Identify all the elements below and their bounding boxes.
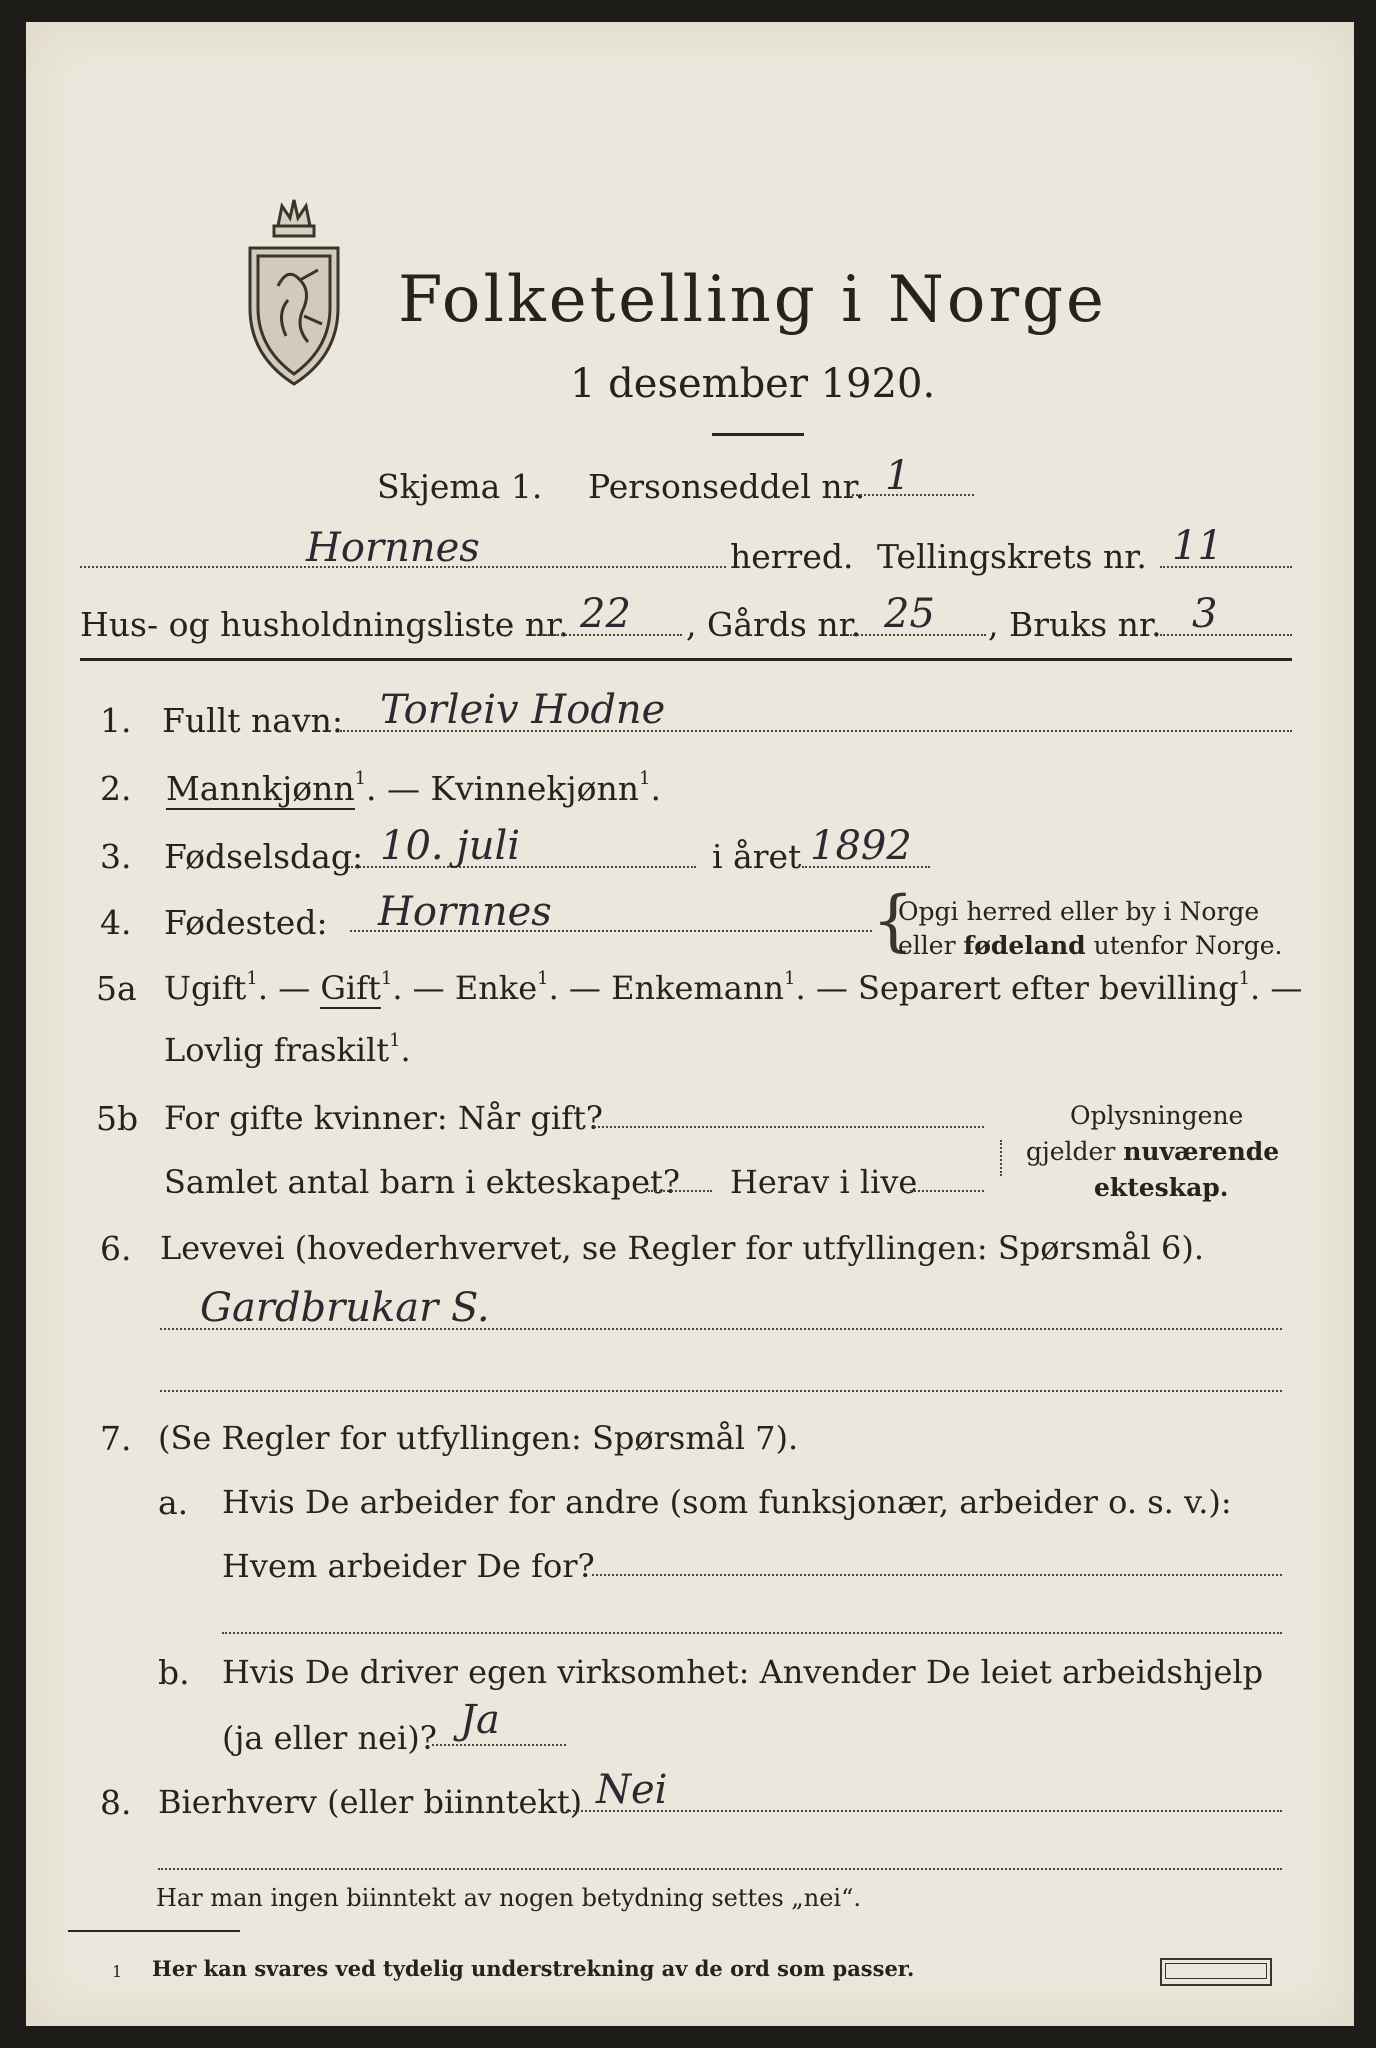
tellingskrets-value[interactable]: 11	[1172, 523, 1223, 569]
tellingskrets-label: Tellingskrets nr.	[877, 537, 1147, 576]
bruks-line	[1160, 634, 1292, 636]
q4-number: 4.	[100, 903, 132, 942]
q5a-option-enkemann[interactable]: Enkemann	[611, 969, 785, 1007]
q5a-options: Ugift$^1$. — Gift$^1$. — Enke$^1$. — Enkemann$^1$. — Separert efter bevilling$^1$. —	[164, 968, 1303, 1007]
q8-label: Bierhverv (eller biinntekt)	[158, 1783, 583, 1821]
personseddel-line	[848, 494, 974, 496]
q5a-option-separert[interactable]: Separert efter bevilling	[858, 969, 1239, 1007]
hus-label: Hus- og husholdningsliste nr.	[80, 605, 569, 644]
q5b-married-label: For gifte kvinner: Når gift?	[164, 1099, 603, 1137]
printer-stamp-icon	[1160, 1958, 1272, 1986]
q5b-married-line	[594, 1126, 984, 1128]
gards-label: , Gårds nr.	[686, 605, 862, 644]
q7a-text: Hvis De arbeider for andre (som funksjonær, arbeider o. s. v.):	[222, 1483, 1232, 1521]
q5a-option-enke[interactable]: Enke	[454, 969, 538, 1007]
q5a-option-ugift[interactable]: Ugift	[164, 969, 247, 1007]
title-divider	[712, 433, 804, 436]
form-title: Folketelling i Norge	[398, 263, 1107, 337]
q6-line2	[160, 1390, 1282, 1392]
herred-value[interactable]: Hornnes	[306, 525, 480, 571]
q7-number: 7.	[100, 1419, 132, 1458]
schema-label: Skjema 1.	[377, 467, 543, 506]
q7b-text: Hvis De driver egen virksomhet: Anvender De leiet arbeidshjelp	[222, 1653, 1264, 1691]
q3-year-label: i året	[712, 837, 802, 876]
footer-note: Har man ingen biinntekt av nogen betydning settes „nei“.	[156, 1884, 861, 1912]
q5a-number: 5a	[96, 969, 137, 1008]
q5b-children-line	[648, 1190, 712, 1192]
header-divider	[80, 658, 1292, 661]
q6-occupation-value[interactable]: Gardbrukar S.	[200, 1285, 490, 1331]
q7b-question: (ja eller nei)?	[222, 1719, 437, 1757]
q5b-note-bar	[1000, 1140, 1002, 1176]
footnote-divider	[68, 1930, 240, 1932]
q5b-number: 5b	[96, 1099, 139, 1138]
footnote-text: Her kan svares ved tydelig understrekning av de ord som passer.	[152, 1956, 915, 1981]
q3-label: Fødselsdag:	[164, 837, 364, 876]
q1-number: 1.	[100, 701, 132, 740]
q5b-alive-label: Herav i live	[730, 1163, 918, 1201]
coat-of-arms-icon	[238, 196, 350, 392]
q7a-question: Hvem arbeider De for?	[222, 1547, 595, 1585]
q8-secondary-income-value[interactable]: Nei	[596, 1767, 668, 1813]
q2-option-male[interactable]: Mannkjønn	[166, 769, 355, 808]
q7a-letter: a.	[158, 1483, 189, 1522]
bruks-label: , Bruks nr.	[988, 605, 1162, 644]
q7a-line2	[222, 1632, 1282, 1634]
q5b-note-line3: ekteskap.	[1094, 1173, 1229, 1202]
q3-number: 3.	[100, 837, 132, 876]
footnote-mark: 1	[112, 1962, 123, 1981]
q3-birthday-value[interactable]: 10. juli	[380, 823, 521, 869]
q2-number: 2.	[100, 769, 132, 808]
q5b-note-line2: gjelder nuværende	[1026, 1137, 1280, 1166]
q8-number: 8.	[100, 1783, 132, 1822]
q5a-option-gift[interactable]: Gift	[320, 969, 381, 1007]
q2-sex-options: Mannkjønn$^1$. — Kvinnekjønn$^1$.	[166, 768, 661, 808]
q7b-letter: b.	[158, 1653, 190, 1692]
q6-number: 6.	[100, 1229, 132, 1268]
q7b-answer-value[interactable]: Ja	[460, 1697, 500, 1743]
herred-label: herred.	[730, 537, 854, 576]
q8-line2	[158, 1868, 1282, 1870]
q5b-children-label: Samlet antal barn i ekteskapet?	[164, 1163, 681, 1201]
q4-birthplace-value[interactable]: Hornnes	[378, 889, 552, 935]
q5a-option-fraskilt[interactable]: Lovlig fraskilt	[164, 1031, 390, 1069]
q2-option-female[interactable]: Kvinnekjønn	[430, 769, 640, 808]
form-date: 1 desember 1920.	[570, 361, 936, 407]
q5a-options-line2: Lovlig fraskilt$^1$.	[164, 1030, 411, 1069]
personseddel-label: Personseddel nr.	[588, 467, 866, 506]
q8-line1	[566, 1810, 1282, 1812]
q3-year-value[interactable]: 1892	[810, 823, 912, 869]
q4-brace: {	[872, 882, 914, 959]
gards-value[interactable]: 25	[884, 591, 935, 637]
bruks-value[interactable]: 3	[1192, 591, 1218, 637]
q1-full-name-value[interactable]: Torleiv Hodne	[380, 687, 666, 733]
q7-label: (Se Regler for utfyllingen: Spørsmål 7).	[158, 1419, 799, 1457]
hus-value[interactable]: 22	[580, 591, 631, 637]
q7a-line1	[592, 1574, 1282, 1576]
personseddel-value[interactable]: 1	[885, 453, 911, 499]
q5b-note-line1: Oplysningene	[1070, 1101, 1244, 1130]
q7b-line	[432, 1744, 566, 1746]
q4-note-line1: Opgi herred eller by i Norge	[898, 897, 1260, 926]
q6-label: Levevei (hovederhvervet, se Regler for utfyllingen: Spørsmål 6).	[160, 1229, 1205, 1267]
q1-label: Fullt navn:	[162, 701, 343, 740]
q4-note-line2: eller fødeland utenfor Norge.	[898, 931, 1283, 960]
q4-label: Fødested:	[164, 903, 328, 942]
q5b-alive-line	[910, 1190, 984, 1192]
